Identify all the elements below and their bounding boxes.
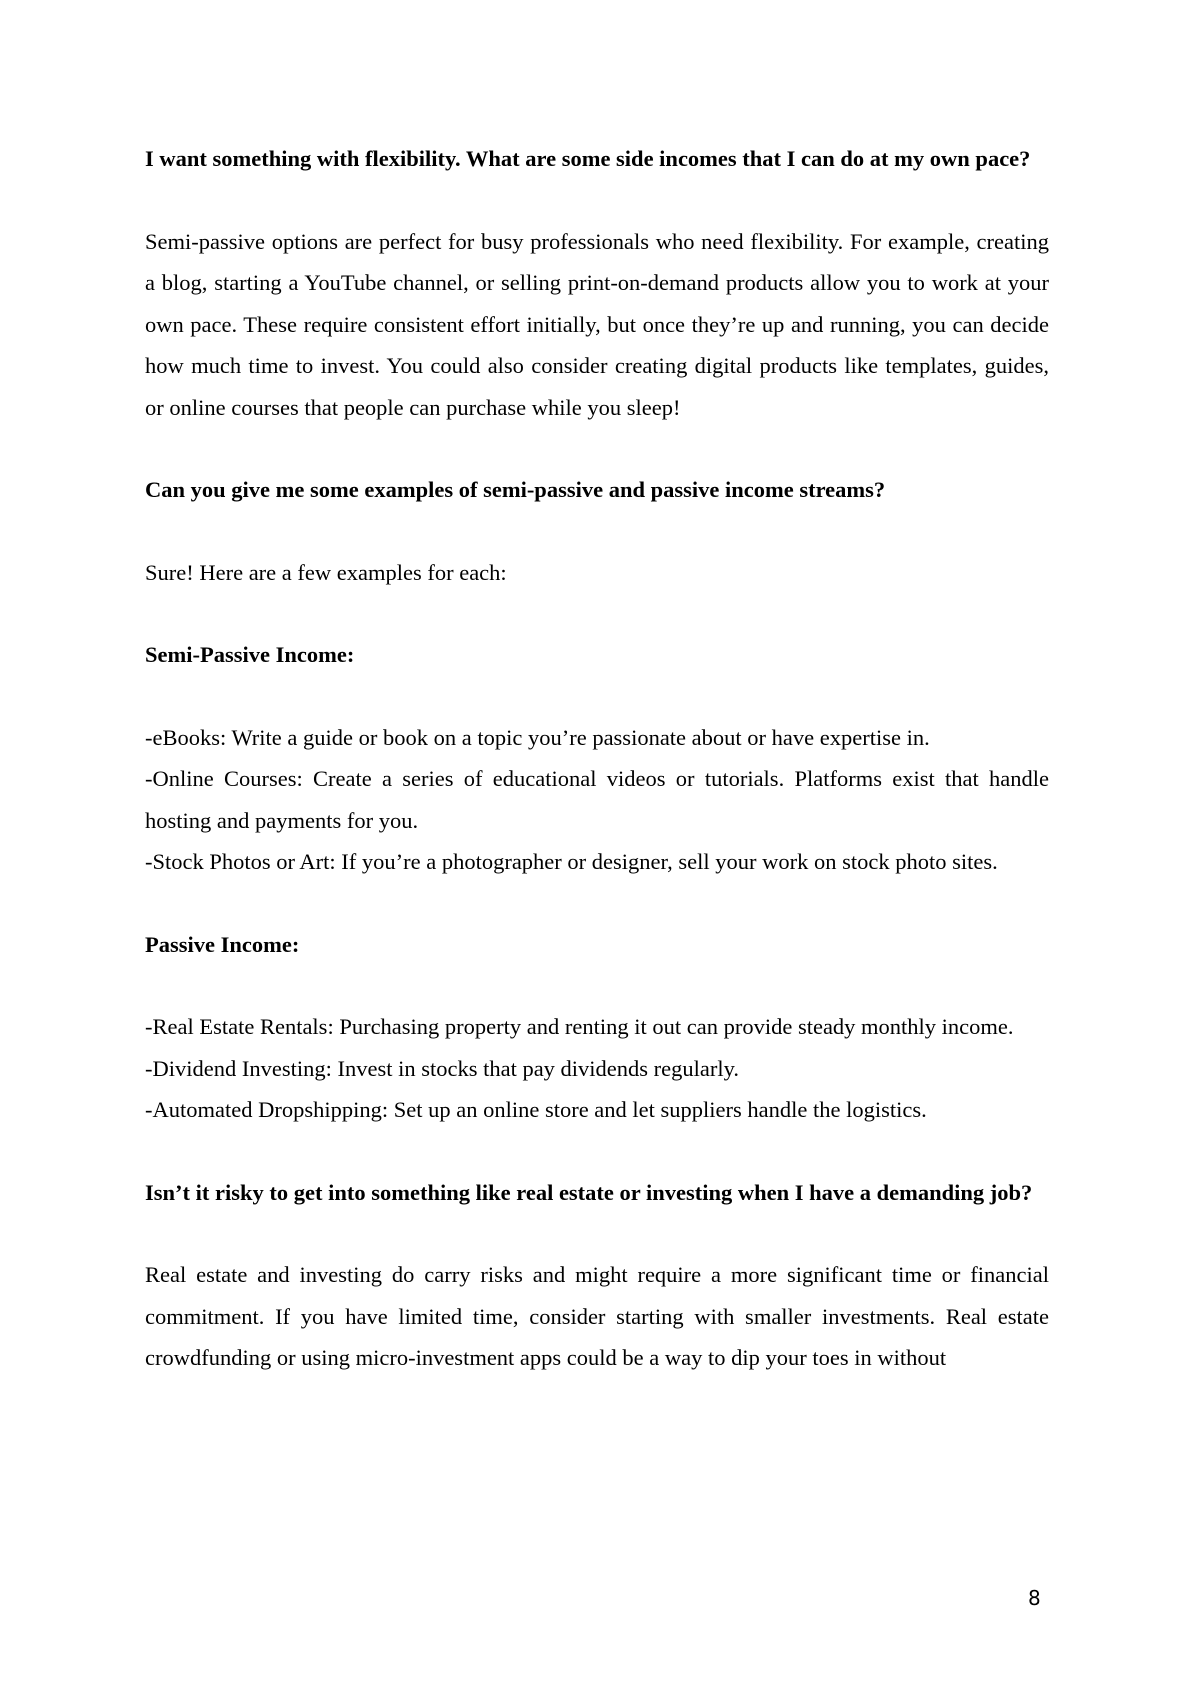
list-item: -eBooks: Write a guide or book on a topic you’re passionate about or have expertise in.: [145, 724, 930, 750]
question-flexibility: I want something with flexibility. What are some side incomes that I can do at my own pace?: [145, 146, 1031, 171]
passive-heading: Passive Income:: [145, 931, 300, 957]
list-item: -Automated Dropshipping: Set up an online store and let suppliers handle the logistics.: [145, 1097, 927, 1122]
list-item: -Dividend Investing: Invest in stocks that pay dividends regularly.: [145, 1055, 740, 1081]
answer-examples-intro: Sure! Here are a few examples for each:: [145, 559, 507, 585]
document-page: [145, 138, 1049, 1420]
list-item: -Online Courses: Create a series of educational videos or tutorials. Platforms exist that handle hosting and payments for you.: [145, 766, 1049, 833]
answer-risk: Real estate and investing do carry risks and might require a more significant time or financial commitment. If you have limited time, consider starting with smaller investments. Real estate crowdfunding or using micro-investment apps could be a way to dip your toes in without: [145, 1262, 1049, 1370]
answer-flexibility: Semi-passive options are perfect for busy professionals who need flexibility. For example, creating a blog, starting a YouTube channel, or selling print-on-demand products allow you to work at your own pace. These require consistent effort initially, but once they’re up and running, you can decide how much time to invest. You could also consider creating digital products like templates, guides, or online courses that people can purchase while you sleep!: [145, 228, 1049, 420]
list-item: -Real Estate Rentals: Purchasing property and renting it out can provide steady monthly income.: [145, 1014, 1014, 1039]
page-number: 8: [1028, 1586, 1041, 1610]
question-risk: Isn’t it risky to get into something like real estate or investing when I have a demanding job?: [145, 1179, 1033, 1205]
list-item: -Stock Photos or Art: If you’re a photographer or designer, sell your work on stock photo sites.: [145, 849, 998, 874]
passive-list: [145, 1006, 1049, 1131]
semi-passive-heading: Semi-Passive Income:: [145, 642, 355, 667]
semi-passive-list: [145, 717, 1049, 883]
question-examples: Can you give me some examples of semi-passive and passive income streams?: [145, 477, 886, 502]
